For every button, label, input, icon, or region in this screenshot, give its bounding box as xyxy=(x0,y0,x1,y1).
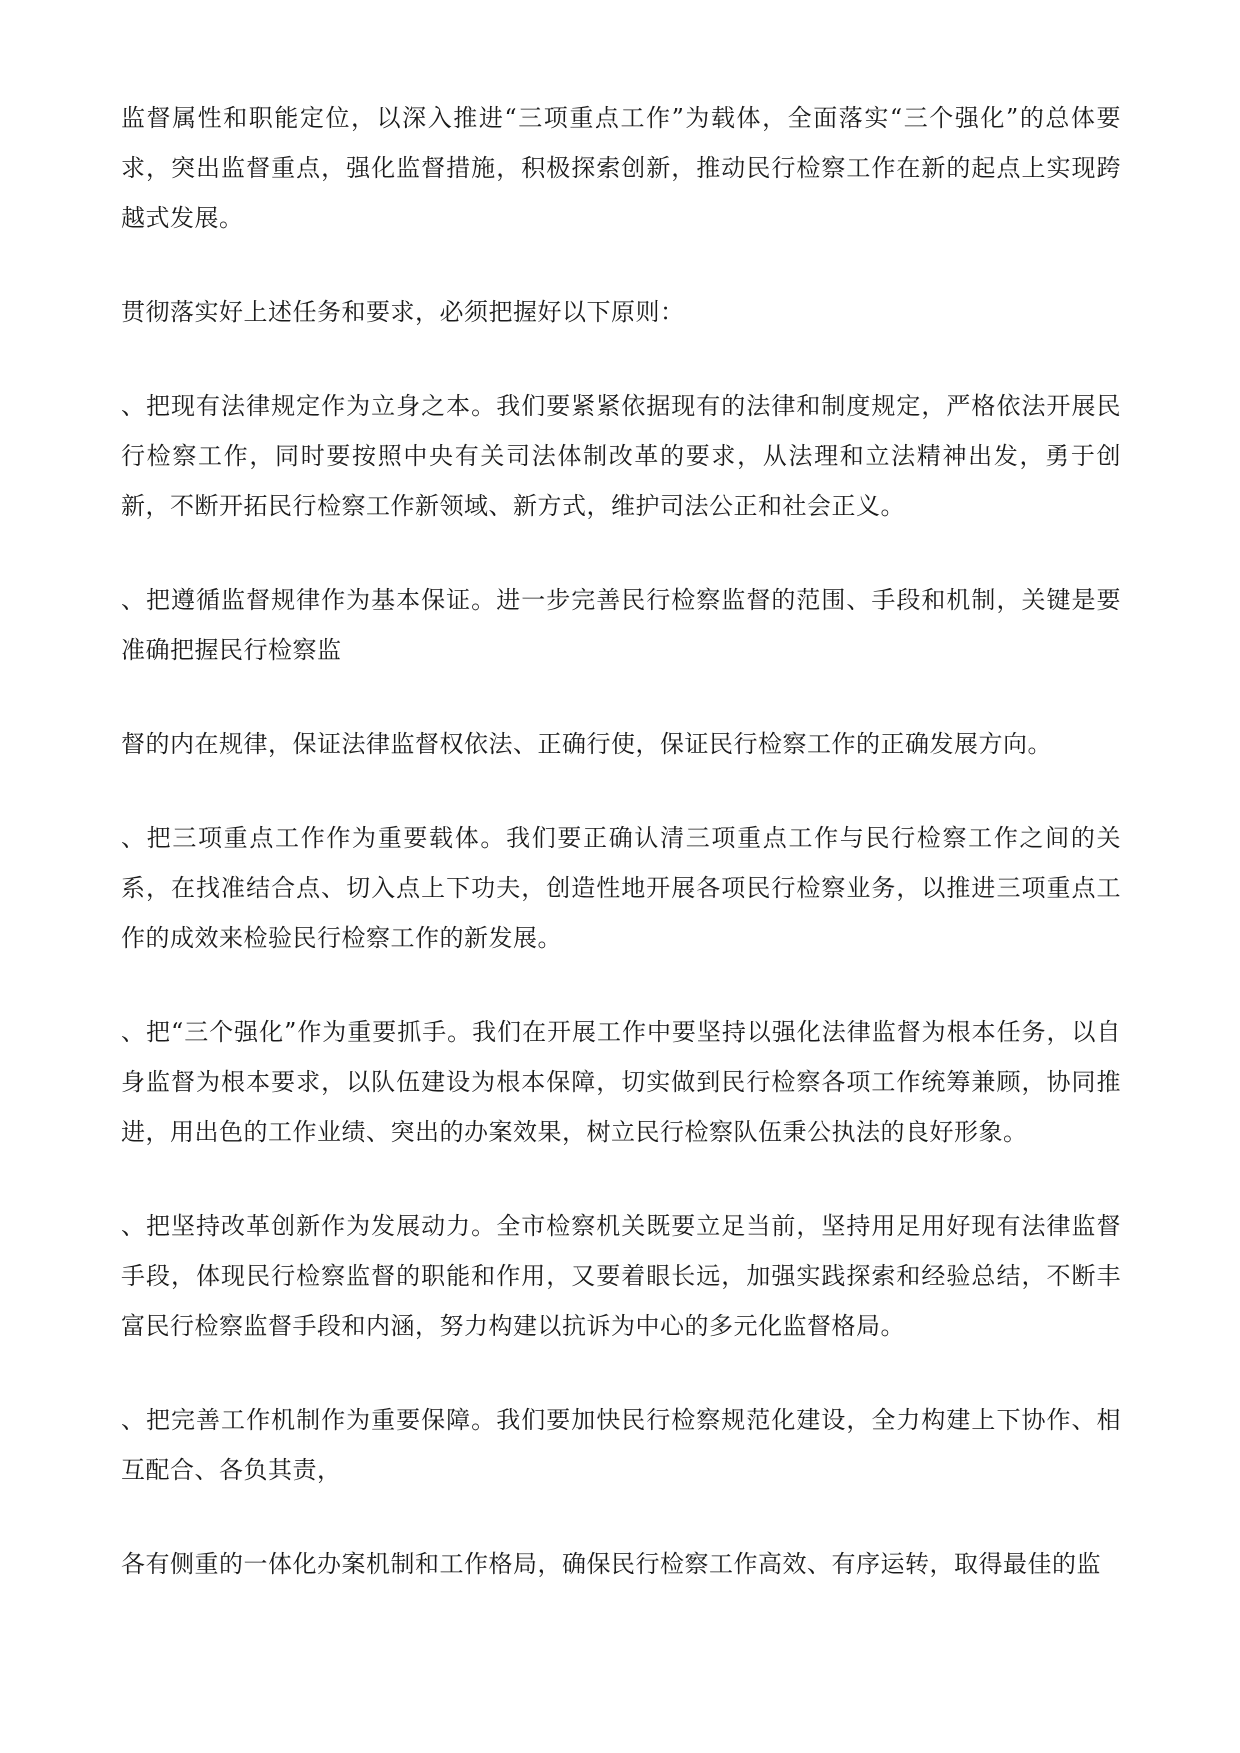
paragraph-principle-law: 、把现有法律规定作为立身之本。我们要紧紧依据现有的法律和制度规定，严格依法开展民行检察工作，同时要按照中央有关司法体制改革的要求，从法理和立法精神出发，勇于创新，不断开拓民行检察工作新领域、新方式，维护司法公正和社会正义。 xyxy=(121,392,1121,520)
paragraph-principle-three-strengthen: 、把“三个强化”作为重要抓手。我们在开展工作中要坚持以强化法律监督为根本任务，以自身监督为根本要求，以队伍建设为根本保障，切实做到民行检察各项工作统筹兼顾，协同推进，用出色的工作业绩、突出的办案效果，树立民行检察队伍秉公执法的良好形象。 xyxy=(121,1018,1121,1146)
paragraph-principle-mechanism-cont: 各有侧重的一体化办案机制和工作格局，确保民行检察工作高效、有序运转，取得最佳的监 xyxy=(121,1550,1101,1578)
paragraph-intro: 监督属性和职能定位，以深入推进“三项重点工作”为载体，全面落实“三个强化”的总体要求，突出监督重点，强化监督措施，积极探索创新，推动民行检察工作在新的起点上实现跨越式发展。 xyxy=(121,104,1121,232)
paragraph-principle-rules: 、把遵循监督规律作为基本保证。进一步完善民行检察监督的范围、手段和机制，关键是要准确把握民行检察监 xyxy=(121,586,1121,664)
paragraph-principles-lead: 贯彻落实好上述任务和要求，必须把握好以下原则： xyxy=(121,298,685,326)
paragraph-principle-rules-cont: 督的内在规律，保证法律监督权依法、正确行使，保证民行检察工作的正确发展方向。 xyxy=(121,730,1052,758)
document-body xyxy=(121,93,1121,1589)
paragraph-principle-key-work: 、把三项重点工作作为重要载体。我们要正确认清三项重点工作与民行检察工作之间的关系，在找准结合点、切入点上下功夫，创造性地开展各项民行检察业务，以推进三项重点工作的成效来检验民行检察工作的新发展。 xyxy=(121,824,1121,952)
paragraph-principle-reform: 、把坚持改革创新作为发展动力。全市检察机关既要立足当前，坚持用足用好现有法律监督手段，体现民行检察监督的职能和作用，又要着眼长远，加强实践探索和经验总结，不断丰富民行检察监督手段和内涵，努力构建以抗诉为中心的多元化监督格局。 xyxy=(121,1212,1121,1340)
paragraph-principle-mechanism: 、把完善工作机制作为重要保障。我们要加快民行检察规范化建设，全力构建上下协作、相互配合、各负其责， xyxy=(121,1406,1121,1484)
